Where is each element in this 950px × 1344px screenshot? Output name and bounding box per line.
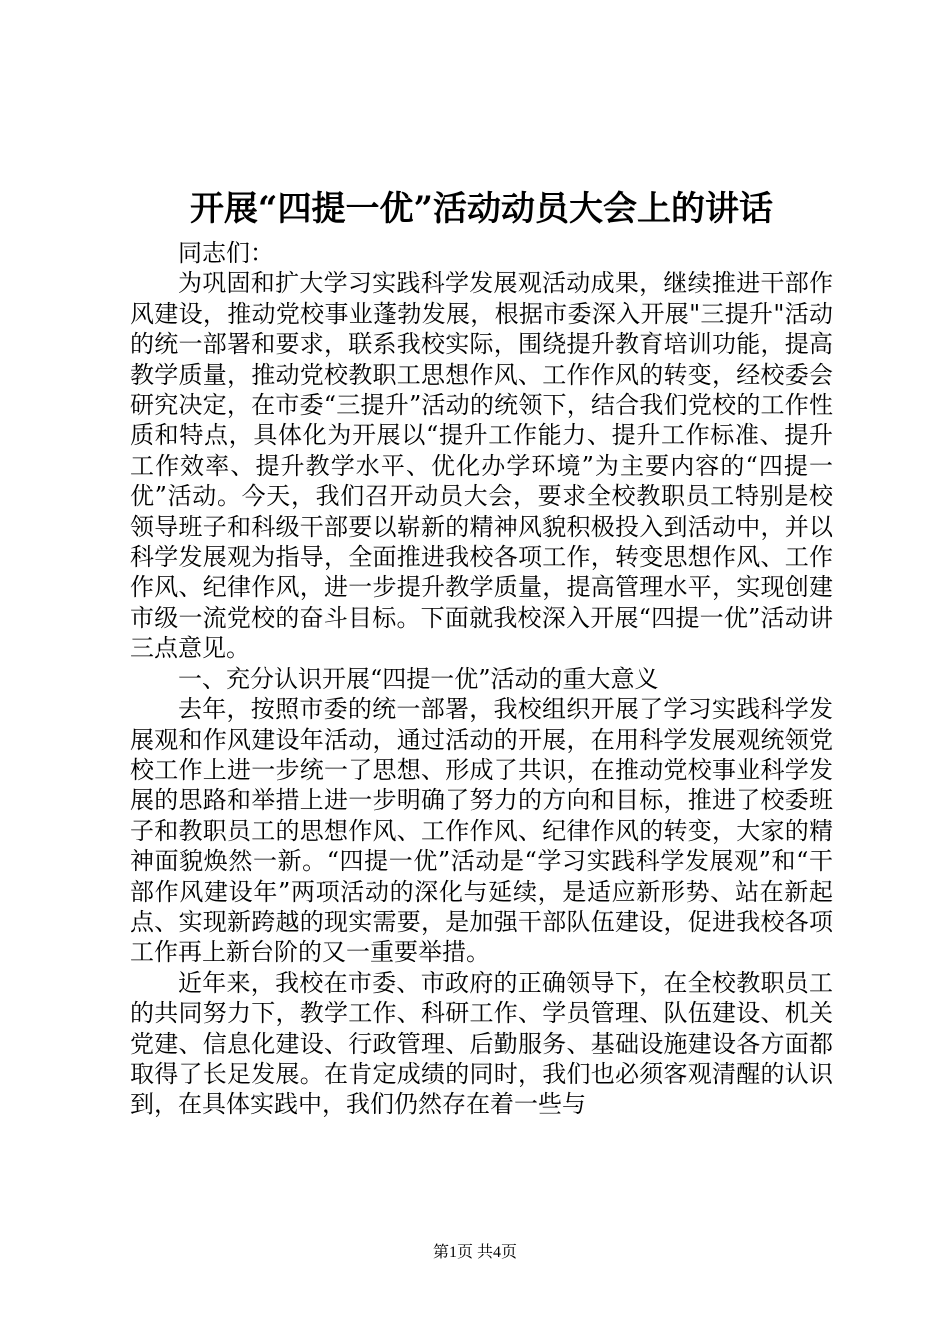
salutation: 同志们： (178, 239, 274, 267)
section-heading: 一、充分认识开展“四提一优”活动的重大意义 (178, 664, 659, 693)
paragraph-section-1: 去年，按照市委的统一部署，我校组织开展了学习实践科学发展观和作风建设年活动，通过活动的开展，在用科学发展观统领党校工作上进一步统一了思想、形成了共识，在推动党校事业科学发展的思路和举措上进一步明确了努力的方向和目标，推进了校委班子和教职员工的思想作风、工作作风、纪律作风的转变，大家的精神面貌焕然一新。“四提一优”活动是“学习实践科学发展观”和“干部作风建设年”两项活动的深化与延续，是适应新形势、站在新起点、实现新跨越的现实需要，是加强干部队伍建设，促进我校各项工作再上新台阶的又一重要举措。 (130, 695, 833, 967)
document-title: 开展“四提一优”活动动员大会上的讲话 (189, 189, 774, 229)
document-page (130, 186, 833, 1120)
paragraph-section-2: 近年来，我校在市委、市政府的正确领导下，在全校教职员工的共同努力下，教学工作、科研工作、学员管理、队伍建设、机关党建、信息化建设、行政管理、后勤服务、基础设施建设各方面都取得了长足发展。在肯定成绩的同时，我们也必须客观清醒的认识到，在具体实践中，我们仍然存在着一些与 (130, 968, 833, 1119)
paragraph-intro: 为巩固和扩大学习实践科学发展观活动成果，继续推进干部作风建设，推动党校事业蓬勃发展，根据市委深入开展"三提升"活动的统一部署和要求，联系我校实际，围绕提升教育培训功能，提高教学质量，推动党校教职工思想作风、工作作风的转变，经校委会研究决定，在市委“三提升”活动的统领下，结合我们党校的工作性质和特点，具体化为开展以“提升工作能力、提升工作标准、提升工作效率、提升教学水平、优化办学环境”为主要内容的“四提一优”活动。今天，我们召开动员大会，要求全校教职员工特别是校领导班子和科级干部要以崭新的精神风貌积极投入到活动中，并以科学发展观为指导，全面推进我校各项工作，转变思想作风、工作作风、纪律作风，进一步提升教学质量，提高管理水平，实现创建市级一流党校的奋斗目标。下面就我校深入开展“四提一优”活动讲三点意见。 (130, 269, 833, 663)
page-footer: 第1页 共4页 (432, 1244, 517, 1261)
